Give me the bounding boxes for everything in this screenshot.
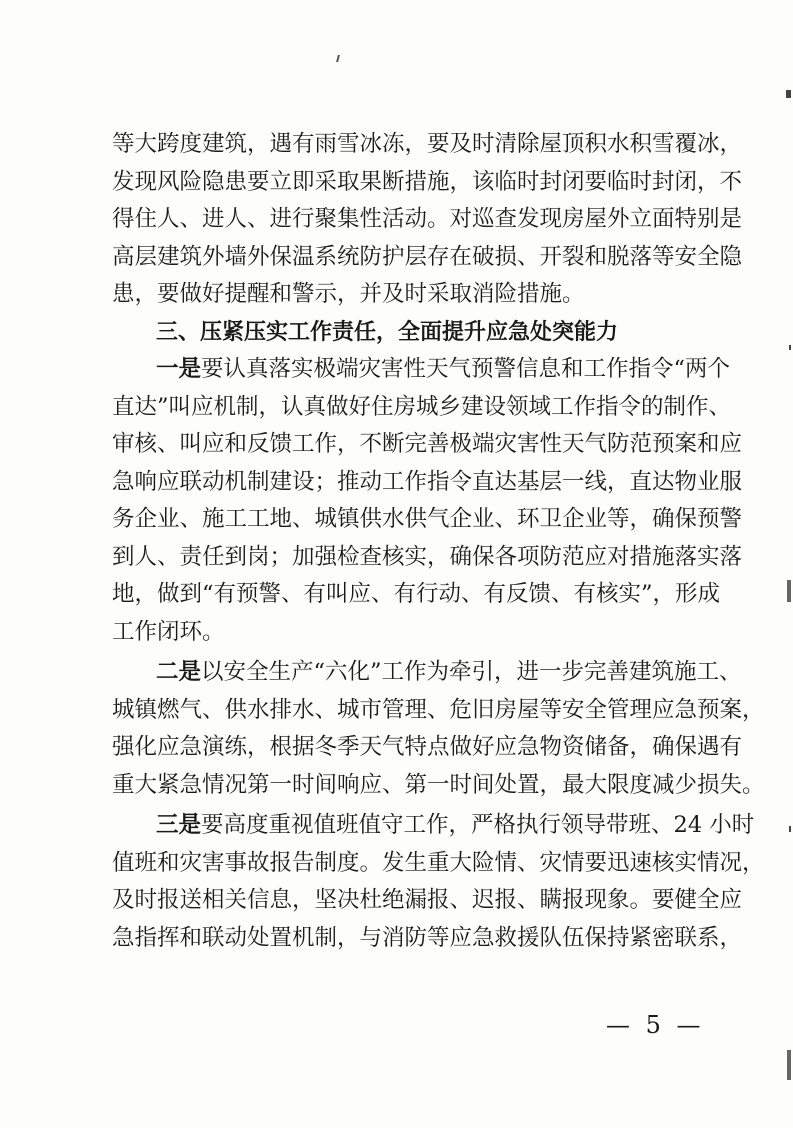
text-line: 急响应联动机制建设；推动工作指令直达基层一线，直达物业服 <box>112 468 743 495</box>
text-line: 值班和灾害事故报告制度。发生重大险情、灾情要迅速核实情况， <box>112 849 765 876</box>
scan-mark <box>789 826 791 832</box>
paragraph-item-1 <box>112 351 743 651</box>
text-line: 重大紧急情况第一时间响应、第一时间处置，最大限度减少损失。 <box>112 771 765 798</box>
item-lead: 一是 <box>156 356 202 382</box>
paragraph-item-3 <box>112 807 765 957</box>
text-line: 工作闭环。 <box>112 618 225 645</box>
text-line <box>112 351 731 389</box>
text-line: 高层建筑外墙外保温系统防护层存在破损、开裂和脱落等安全隐 <box>112 243 743 270</box>
text-line: 务企业、施工工地、城镇供水供气企业、环卫企业等，确保预警 <box>112 506 743 532</box>
text-line <box>112 807 755 845</box>
item-lead: 二是 <box>156 659 202 685</box>
page-number: — 5 — <box>606 1011 705 1039</box>
paragraph-intro <box>112 126 743 314</box>
text-line: 到人、责任到岗；加强检查核实，确保各项防范应对措施落实落 <box>112 543 743 570</box>
document-body <box>112 126 765 957</box>
text-line: 审核、叫应和反馈工作，不断完善极端灾害性天气防范预案和应 <box>112 431 743 457</box>
text-line <box>112 654 742 692</box>
scan-mark <box>336 55 340 62</box>
item-first-line: 要认真落实极端灾害性天气预警信息和工作指令“两个 <box>201 356 731 382</box>
text-line: 及时报送相关信息，坚决杜绝漏报、迟报、瞒报现象。要健全应 <box>112 887 743 913</box>
scan-mark <box>786 90 791 98</box>
scan-mark <box>787 1050 791 1080</box>
text-line: 患，要做好提醒和警示，并及时采取消险措施。 <box>112 281 585 307</box>
section-heading: 三、压紧压实工作责任，全面提升应急处突能力 <box>156 319 619 345</box>
text-line: 直达”叫应机制，认真做好住房城乡建设领域工作指令的制作、 <box>112 393 732 420</box>
text-line: 发现风险隐患要立即采取果断措施，该临时封闭要临时封闭，不 <box>112 168 743 195</box>
item-first-line: 要高度重视值班值守工作，严格执行领导带班、24 小时 <box>201 812 755 838</box>
text-line: 城镇燃气、供水排水、城市管理、危旧房屋等安全管理应急预案， <box>112 696 765 723</box>
paragraph-item-2 <box>112 654 765 804</box>
text-line: 得住人、进人、进行聚集性活动。对巡查发现房屋外立面特别是 <box>112 206 743 232</box>
text-line: 急指挥和联动处置机制，与消防等应急救援队伍保持紧密联系， <box>112 924 743 951</box>
text-line: 等大跨度建筑，遇有雨雪冰冻，要及时清除屋顶积水积雪覆冰， <box>112 131 743 157</box>
scan-mark <box>787 580 791 602</box>
item-first-line: 以安全生产“六化”工作为牵引，进一步完善建筑施工、 <box>201 659 742 685</box>
text-line: 强化应急演练，根据冬季天气特点做好应急物资储备，确保遇有 <box>112 734 743 760</box>
scan-edge-marks <box>777 0 791 1128</box>
scan-mark <box>789 345 791 350</box>
text-line: 地，做到“有预警、有叫应、有行动、有反馈、有核实”，形成 <box>112 581 721 607</box>
item-lead: 三是 <box>156 812 202 838</box>
